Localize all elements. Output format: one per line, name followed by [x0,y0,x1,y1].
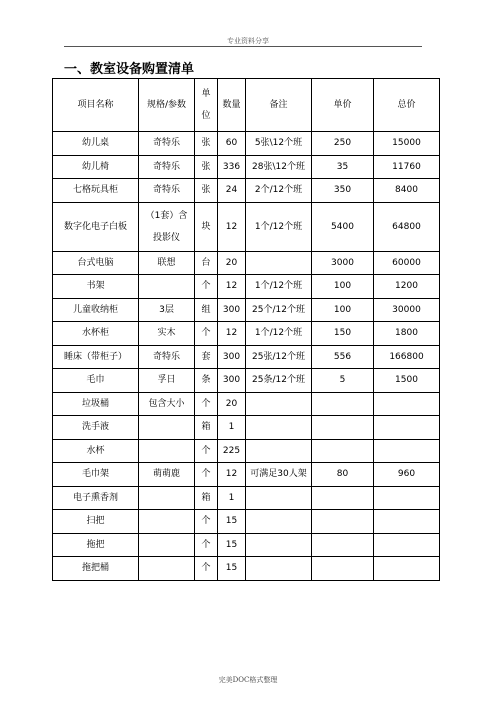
cell-unit: 套 [195,345,218,369]
cell-unit-price: 5 [312,369,374,393]
cell-spec [139,275,195,299]
cell-unit-price [312,510,374,534]
table-row [53,202,440,251]
cell-qty: 20 [218,392,246,416]
cell-qty: 12 [218,202,246,251]
cell-unit-price: 5400 [312,202,374,251]
cell-unit: 个 [195,392,218,416]
cell-unit-price [312,486,374,510]
table-row [53,155,440,179]
column-header-spec: 规格/参数 [139,79,195,132]
cell-unit: 个 [195,322,218,346]
cell-name: 电子熏香剂 [53,486,139,510]
cell-note: 5张\12个班 [246,132,312,156]
cell-note: 2个/12个班 [246,179,312,203]
cell-unit: 台 [195,251,218,275]
cell-spec: 实木 [139,322,195,346]
cell-qty: 12 [218,322,246,346]
cell-total [374,510,440,534]
cell-note: 28张\12个班 [246,155,312,179]
cell-note [246,486,312,510]
table-row [53,179,440,203]
cell-total: 1500 [374,369,440,393]
table-row [53,345,440,369]
cell-spec [139,510,195,534]
table-row [53,557,440,581]
cell-qty: 336 [218,155,246,179]
cell-unit: 个 [195,533,218,557]
table-header-row [53,79,440,132]
column-header-total: 总价 [374,79,440,132]
cell-note [246,392,312,416]
cell-name: 拖把 [53,533,139,557]
header-divider [64,46,422,47]
table-row [53,439,440,463]
cell-unit: 箱 [195,416,218,440]
cell-note [246,251,312,275]
cell-name: 七格玩具柜 [53,179,139,203]
cell-total: 11760 [374,155,440,179]
table-row [53,369,440,393]
cell-name: 拖把桶 [53,557,139,581]
cell-spec: 联想 [139,251,195,275]
cell-note: 1个/12个班 [246,202,312,251]
cell-unit: 箱 [195,486,218,510]
cell-qty: 20 [218,251,246,275]
cell-name: 水杯柜 [53,322,139,346]
cell-total: 1800 [374,322,440,346]
cell-unit: 个 [195,510,218,534]
cell-name: 台式电脑 [53,251,139,275]
cell-total: 960 [374,463,440,487]
cell-name: 洗手液 [53,416,139,440]
cell-unit: 张 [195,179,218,203]
cell-name: 幼儿桌 [53,132,139,156]
cell-qty: 15 [218,557,246,581]
cell-spec: 奇特乐 [139,155,195,179]
cell-name: 幼儿椅 [53,155,139,179]
cell-unit-price: 150 [312,322,374,346]
cell-qty: 1 [218,486,246,510]
cell-name: 毛巾架 [53,463,139,487]
cell-total: 166800 [374,345,440,369]
table-row [53,533,440,557]
cell-unit: 个 [195,463,218,487]
column-header-name: 项目名称 [53,79,139,132]
table-row [53,486,440,510]
cell-unit-price: 100 [312,298,374,322]
cell-name: 数字化电子白板 [53,202,139,251]
cell-qty: 1 [218,416,246,440]
cell-qty: 12 [218,275,246,299]
cell-unit: 张 [195,155,218,179]
cell-note: 25张/12个班 [246,345,312,369]
cell-total: 30000 [374,298,440,322]
cell-note [246,416,312,440]
page-header: 专业资料分享 [227,37,269,45]
cell-unit-price [312,392,374,416]
cell-spec: 3层 [139,298,195,322]
cell-total: 15000 [374,132,440,156]
cell-qty: 300 [218,298,246,322]
table-row [53,322,440,346]
cell-total [374,557,440,581]
cell-spec: 包含大小 [139,392,195,416]
cell-name: 水杯 [53,439,139,463]
column-header-qty: 数量 [218,79,246,132]
cell-unit: 个 [195,275,218,299]
cell-spec [139,557,195,581]
cell-name: 儿童收纳柜 [53,298,139,322]
cell-unit-price: 3000 [312,251,374,275]
cell-total [374,392,440,416]
cell-unit: 条 [195,369,218,393]
cell-unit-price: 35 [312,155,374,179]
cell-spec: （1套）含投影仪 [139,202,195,251]
column-header-unit-price: 单价 [312,79,374,132]
cell-spec: 奇特乐 [139,132,195,156]
column-header-unit: 单位 [195,79,218,132]
cell-total [374,533,440,557]
equipment-table [52,78,440,581]
cell-qty: 12 [218,463,246,487]
column-header-note: 备注 [246,79,312,132]
table-row [53,392,440,416]
cell-unit: 个 [195,439,218,463]
cell-total: 64800 [374,202,440,251]
cell-qty: 300 [218,345,246,369]
cell-total: 60000 [374,251,440,275]
cell-note: 25个/12个班 [246,298,312,322]
cell-spec: 奇特乐 [139,345,195,369]
cell-spec [139,439,195,463]
cell-spec: 奇特乐 [139,179,195,203]
cell-spec: 孚日 [139,369,195,393]
cell-note [246,533,312,557]
cell-name: 扫把 [53,510,139,534]
cell-unit-price: 100 [312,275,374,299]
cell-note: 1个/12个班 [246,322,312,346]
cell-spec: 萌萌鹿 [139,463,195,487]
section-title: 一、教室设备购置清单 [64,62,195,77]
cell-name: 睡床（带柜子） [53,345,139,369]
cell-unit-price: 350 [312,179,374,203]
cell-qty: 15 [218,510,246,534]
cell-unit-price: 556 [312,345,374,369]
cell-note: 25条/12个班 [246,369,312,393]
cell-total: 8400 [374,179,440,203]
cell-unit-price [312,439,374,463]
table-row [53,416,440,440]
cell-spec [139,486,195,510]
cell-spec [139,533,195,557]
cell-unit: 个 [195,557,218,581]
cell-unit-price [312,533,374,557]
cell-unit: 块 [195,202,218,251]
cell-note [246,557,312,581]
table-row [53,251,440,275]
cell-note [246,510,312,534]
page-footer: 完美DOC格式整理 [218,676,278,684]
cell-unit-price: 250 [312,132,374,156]
cell-total [374,416,440,440]
cell-unit: 张 [195,132,218,156]
cell-note: 可满足30人架 [246,463,312,487]
cell-qty: 225 [218,439,246,463]
cell-name: 垃圾桶 [53,392,139,416]
cell-qty: 15 [218,533,246,557]
cell-name: 毛巾 [53,369,139,393]
table-row [53,132,440,156]
table-row [53,510,440,534]
table-row [53,275,440,299]
cell-total [374,486,440,510]
cell-spec [139,416,195,440]
cell-qty: 300 [218,369,246,393]
cell-unit-price [312,416,374,440]
cell-unit-price: 80 [312,463,374,487]
cell-total [374,439,440,463]
cell-name: 书架 [53,275,139,299]
cell-total: 1200 [374,275,440,299]
cell-unit: 组 [195,298,218,322]
cell-unit-price [312,557,374,581]
table-row [53,463,440,487]
cell-note [246,439,312,463]
cell-qty: 24 [218,179,246,203]
table-row [53,298,440,322]
cell-note: 1个/12个班 [246,275,312,299]
cell-qty: 60 [218,132,246,156]
